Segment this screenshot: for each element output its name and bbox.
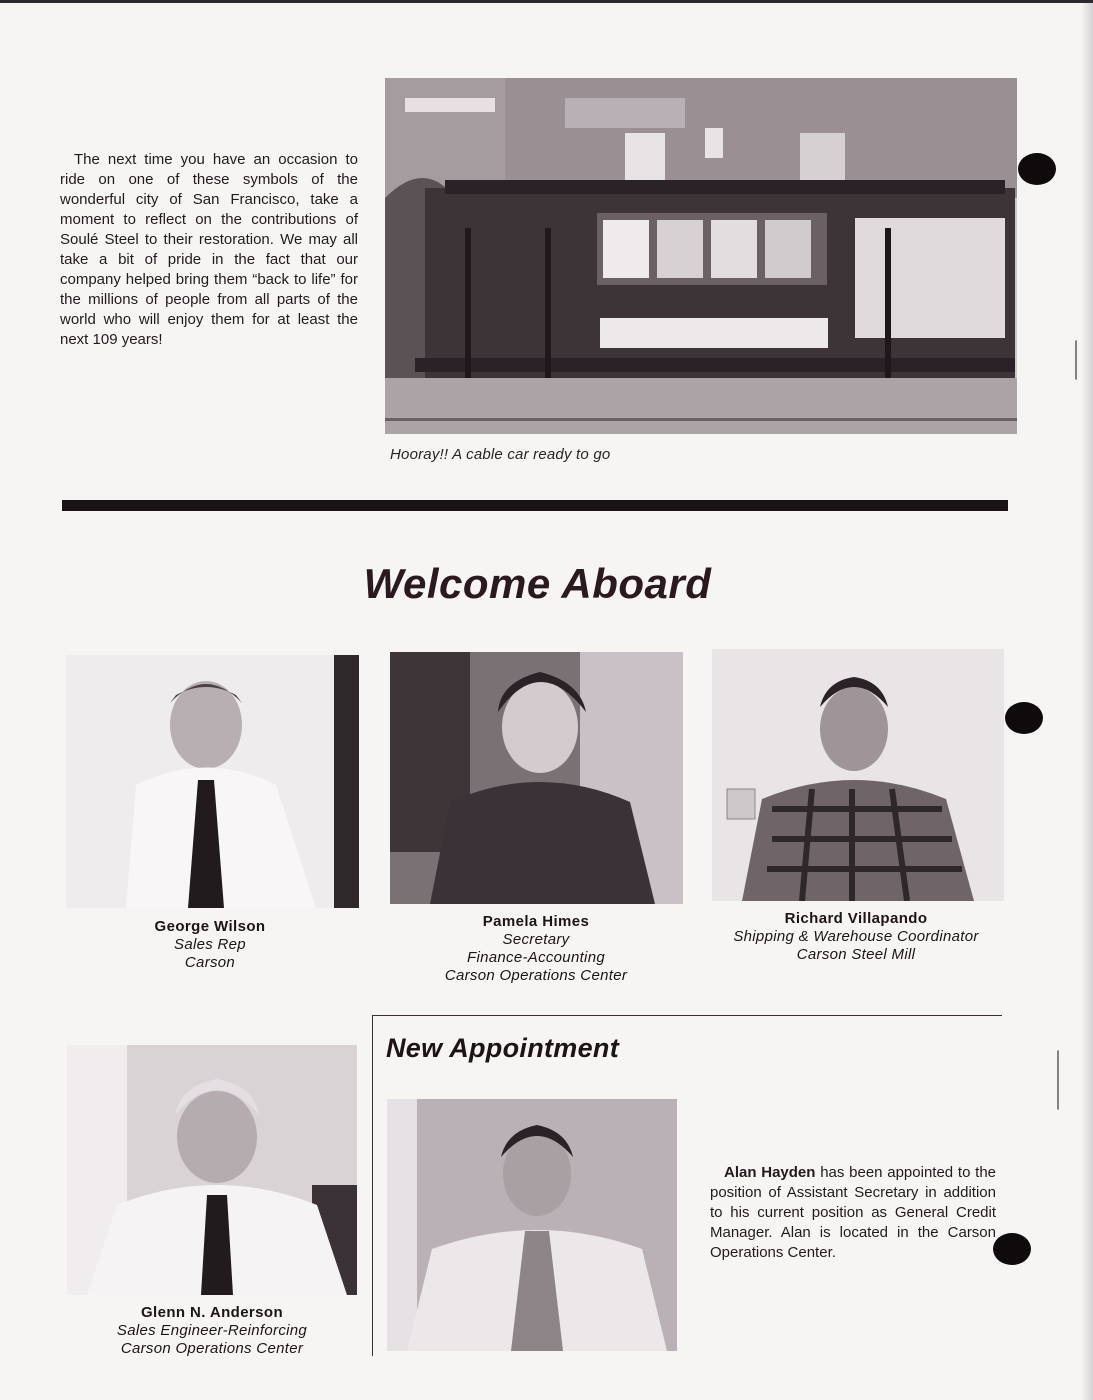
appointment-description: [710, 1163, 996, 1263]
person-title: Sales Engineer-Reinforcing: [116, 1322, 308, 1339]
staple-mark: [1057, 1050, 1063, 1110]
cable-car-caption: Hooray!! A cable car ready to go: [390, 446, 611, 463]
appointee-name: Alan Hayden: [724, 1164, 816, 1181]
new-appointment-title: New Appointment: [386, 1033, 619, 1063]
person-caption-glenn-anderson: [90, 1304, 334, 1358]
person-name: Pamela Himes: [482, 913, 590, 930]
welcome-aboard-title: Welcome Aboard: [363, 560, 712, 607]
page-right-shadow: [1081, 0, 1093, 1400]
person-location: Carson Operations Center: [120, 1340, 304, 1357]
person-title: Shipping & Warehouse Coordinator: [733, 928, 979, 945]
person-name: Glenn N. Anderson: [140, 1304, 284, 1321]
binder-hole: [1018, 153, 1056, 185]
person-department: Finance-Accounting: [467, 949, 605, 966]
person-name: Richard Villapando: [784, 910, 928, 927]
binder-hole: [993, 1233, 1031, 1265]
alan-hayden-photo: [387, 1099, 677, 1351]
person-caption-richard-villapando: [712, 910, 1000, 964]
person-location: Carson: [184, 954, 236, 971]
section-divider: [62, 500, 1008, 511]
page-top-edge: [0, 0, 1093, 3]
intro-paragraph: The next time you have an occasion to ride on one of these symbols of the wonderful city of San Francisco, take a moment to reflect on the contributions of Soulé Steel to their restoration. We may all take a bit of pride in the fact that our company helped bring them “back to life” for the millions of people from all parts of the world who will enjoy them for at least the next 109 years!: [60, 151, 358, 348]
richard-villapando-photo: [712, 649, 1004, 901]
pamela-himes-photo: [390, 652, 683, 904]
person-caption-george-wilson: [100, 918, 320, 972]
binder-hole: [1005, 702, 1043, 734]
cable-car-photo: [385, 78, 1017, 434]
glenn-anderson-photo: [67, 1045, 357, 1295]
person-name: George Wilson: [154, 918, 266, 935]
person-title: Secretary: [502, 931, 570, 948]
person-title: Sales Rep: [174, 936, 246, 953]
appointment-text: has been appointed to the position of Assistant Secretary in addition to his current position as General Credit Manager. Alan is located in the Carson Operations Center.: [710, 1164, 997, 1261]
person-location: Carson Operations Center: [444, 967, 628, 984]
person-caption-pamela-himes: [420, 913, 652, 985]
george-wilson-photo: [66, 655, 359, 908]
person-location: Carson Steel Mill: [796, 946, 916, 963]
staple-mark: [1075, 340, 1081, 380]
